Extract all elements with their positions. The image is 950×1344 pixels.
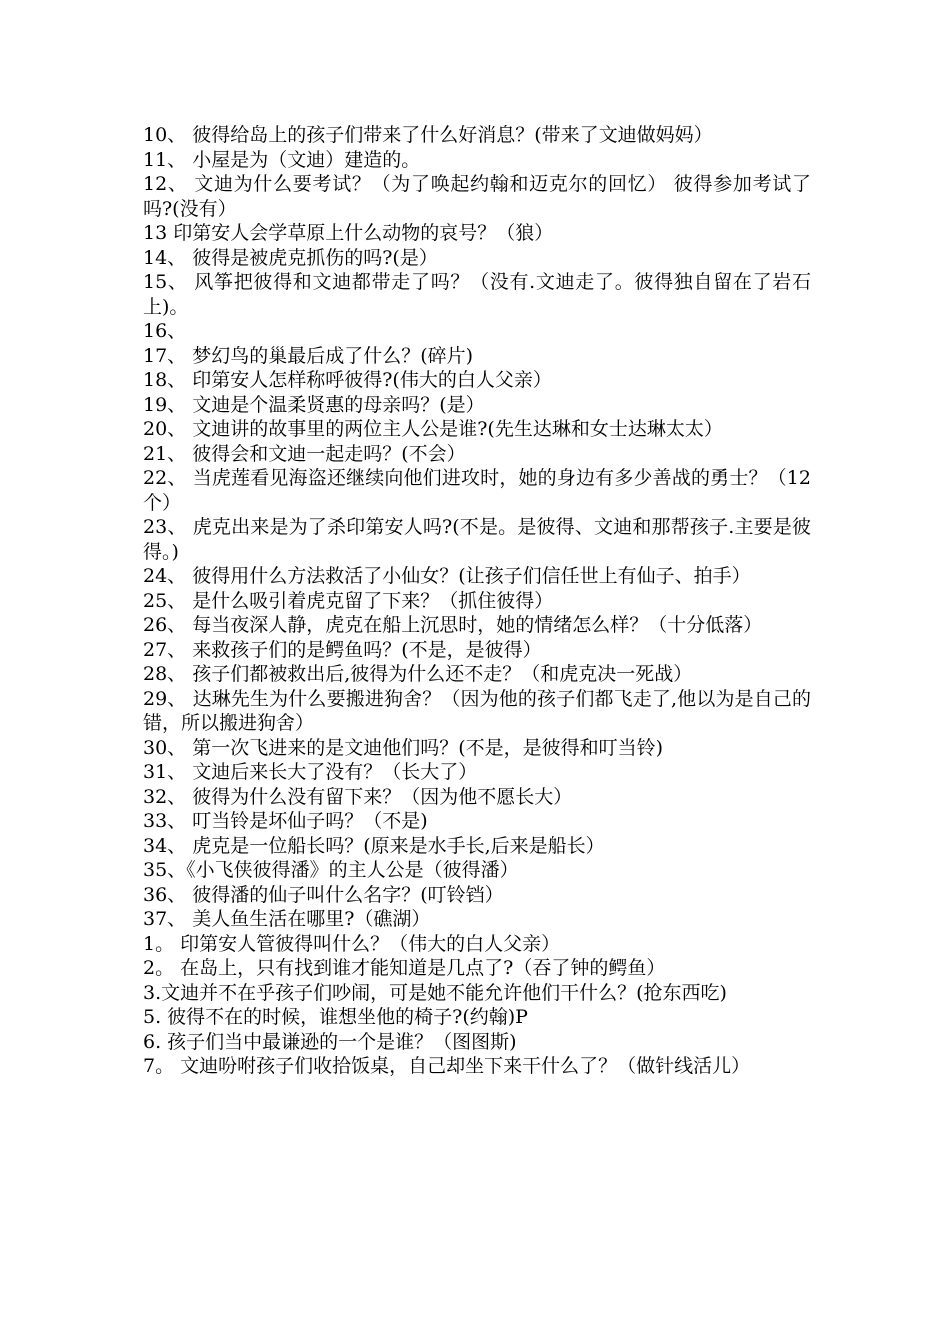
- text-line-q10: 10、 彼得给岛上的孩子们带来了什么好消息？(带来了文迪做妈妈）: [143, 124, 713, 146]
- text-line-q26: 26、 每当夜深人静，虎克在船上沉思时，她的情绪怎么样？（十分低落）: [143, 614, 763, 636]
- text-line-q36: 36、 彼得潘的仙子叫什么名字？(叮铃铛）: [143, 883, 504, 906]
- text-line-q15: 15、 风筝把彼得和文迪都带走了吗？（没有.文迪走了。彼得独自留在了岩石上)。: [143, 271, 811, 318]
- text-line-q18: 18、 印第安人怎样称呼彼得?(伟大的白人父亲）: [143, 369, 552, 391]
- text-line-q33: 33、 叮当铃是坏仙子吗？（不是): [143, 810, 428, 832]
- text-line-q34: 34、 虎克是一位船长吗？(原来是水手长,后来是船长）: [143, 834, 605, 857]
- text-line-q19: 19、 文迪是个温柔贤惠的母亲吗？(是）: [143, 393, 485, 416]
- text-line-b7: 7。 文迪吩咐孩子们收拾饭桌，自己却坐下来干什么了？（做针线活儿）: [143, 1055, 751, 1077]
- text-line-q22: 22、 当虎莲看见海盗还继续向他们进攻时，她的身边有多少善战的勇士？（12 个）: [143, 467, 818, 514]
- text-line-q35: 35、《小飞侠彼得潘》的主人公是（彼得潘）: [143, 859, 519, 881]
- text-line-q21: 21、 彼得会和文迪一起走吗？(不会）: [143, 442, 466, 465]
- text-line-b5: 5. 彼得不在的时候，谁想坐他的椅子?(约翰)P: [143, 1006, 528, 1028]
- text-line-q30: 30、 第一次飞进来的是文迪他们吗？(不是，是彼得和叮当铃): [143, 736, 664, 759]
- text-line-b3: 3.文迪并不在乎孩子们吵闹，可是她不能允许他们干什么？(抢东西吃): [143, 981, 727, 1004]
- text-line-b1: 1。 印第安人管彼得叫什么？（伟大的白人父亲）: [143, 932, 561, 955]
- text-line-b2: 2。 在岛上，只有找到谁才能知道是几点了?（吞了钟的鳄鱼）: [143, 957, 666, 979]
- text-line-q24: 24、 彼得用什么方法救活了小仙女？(让孩子们信任世上有仙子、拍手）: [143, 565, 751, 587]
- text-line-q12: 12、 文迪为什么要考试？（为了唤起约翰和迈克尔的回忆） 彼得参加考试了吗?(没有）: [143, 173, 811, 220]
- text-line-q23: 23、 虎克出来是为了杀印第安人吗?(不是。是彼得、文迪和那帮孩子.主要是彼得。): [143, 516, 811, 563]
- text-line-q20: 20、 文迪讲的故事里的两位主人公是谁?(先生达琳和女士达琳太太）: [143, 418, 723, 440]
- text-line-q14: 14、 彼得是被虎克抓伤的吗?(是）: [143, 246, 438, 269]
- text-line-q13: 13 印第安人会学草原上什么动物的哀号？（狼）: [143, 222, 554, 244]
- text-line-q16: 16、: [143, 320, 187, 342]
- text-line-q31: 31、 文迪后来长大了没有？（长大了）: [143, 761, 478, 783]
- text-line-q27: 27、 来救孩子们的是鳄鱼吗？(不是，是彼得）: [143, 638, 542, 661]
- text-line-q32: 32、 彼得为什么没有留下来？（因为他不愿长大）: [143, 785, 573, 808]
- text-line-q25: 25、 是什么吸引着虎克留了下来？（抓住彼得）: [143, 589, 554, 612]
- text-line-q11: 11、 小屋是为（文迪）建造的。: [143, 148, 421, 171]
- text-line-b6: 6. 孩子们当中最谦逊的一个是谁？（图图斯): [143, 1030, 517, 1053]
- document-body: [143, 123, 818, 1079]
- text-line-q29: 29、 达琳先生为什么要搬进狗舍？（因为他的孩子们都飞走了,他以为是自己的错，所以搬进狗舍）: [143, 687, 811, 734]
- text-line-q28: 28、 孩子们都被救出后,彼得为什么还不走？（和虎克决一死战）: [143, 663, 693, 685]
- text-line-q17: 17、 梦幻鸟的巢最后成了什么？(碎片): [143, 344, 474, 367]
- text-line-q37: 37、 美人鱼生活在哪里?（礁湖）: [143, 908, 431, 930]
